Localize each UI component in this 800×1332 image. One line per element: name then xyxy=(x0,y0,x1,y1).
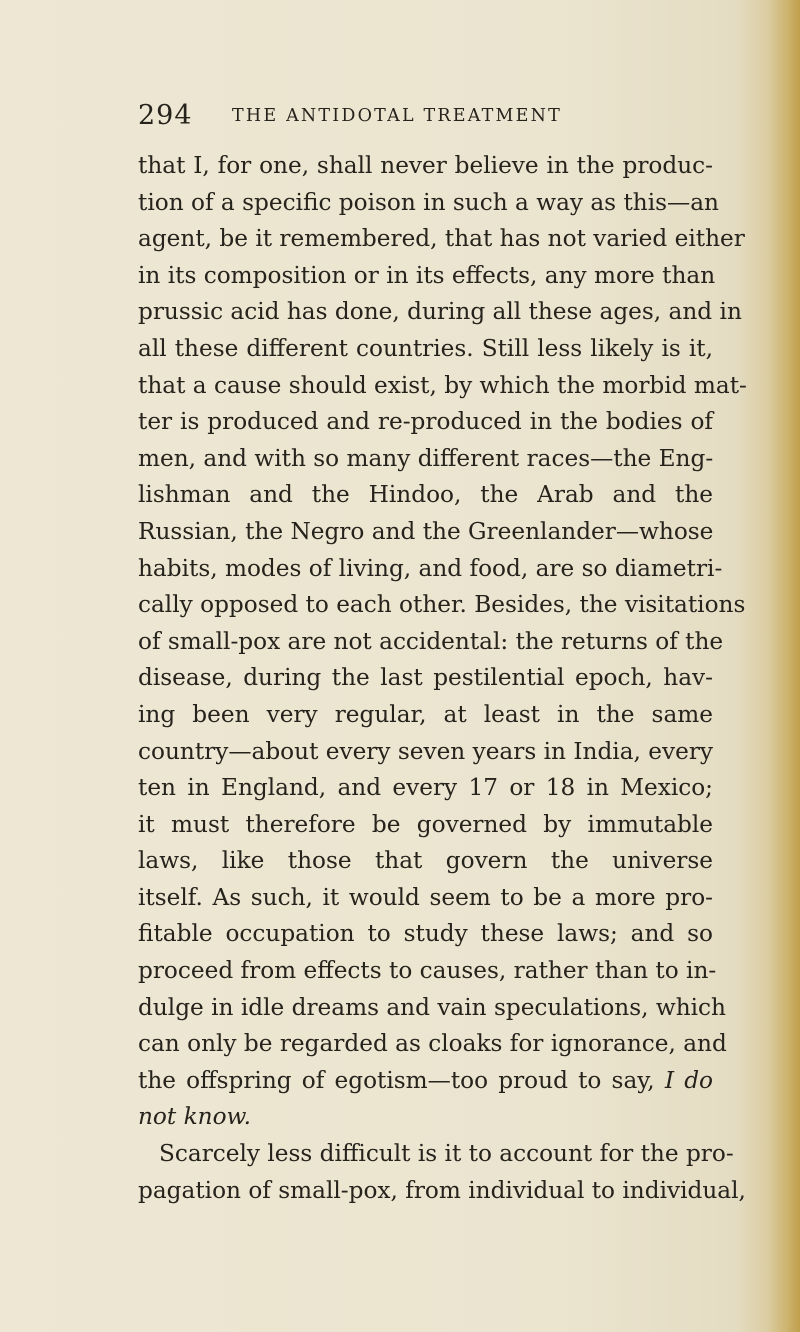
text-line: country—about every seven years in India, every xyxy=(138,737,713,765)
running-head-title: THE ANTIDOTAL TREATMENT xyxy=(232,106,562,126)
text-line: Russian, the Negro and the Greenlander—whose xyxy=(138,517,714,545)
text-line: of small-pox are not accidental: the returns of the xyxy=(138,627,724,655)
page-edge-shadow xyxy=(768,0,800,1332)
text-line: in its composition or in its effects, any more than xyxy=(138,261,716,289)
text-line: it must therefore be governed by immutable xyxy=(138,810,713,838)
italic-phrase: I do xyxy=(664,1066,713,1094)
text-line: itself. As such, it would seem to be a more pro- xyxy=(138,883,713,911)
running-header xyxy=(138,100,698,140)
text-line: disease, during the last pestilential epoch, hav- xyxy=(138,664,713,692)
text-line: agent, be it remembered, that has not varied either xyxy=(138,225,745,253)
text-line: lishman and the Hindoo, the Arab and the xyxy=(138,481,713,509)
text-line-start: the offspring of egotism—too proud to say, xyxy=(138,1066,655,1094)
text-line: fitable occupation to study these laws; and so xyxy=(138,920,713,948)
text-line: that a cause should exist, by which the morbid mat- xyxy=(138,371,747,399)
page-number: 294 xyxy=(138,100,193,131)
text-line: proceed from effects to causes, rather than to in- xyxy=(138,957,717,985)
text-line: that I, for one, shall never believe in the produc- xyxy=(138,152,713,179)
text-line-with-italic xyxy=(138,1063,713,1100)
italic-phrase: not know. xyxy=(138,1103,251,1131)
text-line: habits, modes of living, and food, are so diametri- xyxy=(138,554,723,582)
text-line: laws, like those that govern the universe xyxy=(138,847,713,875)
body-text xyxy=(138,148,747,1209)
italic-line xyxy=(138,1099,713,1136)
text-line: men, and with so many different races—the Eng- xyxy=(138,444,714,472)
text-line: ten in England, and every 17 or 18 in Mexico; xyxy=(138,774,713,802)
text-line: ing been very regular, at least in the same xyxy=(138,700,713,728)
text-line: tion of a specific poison in such a way as this—an xyxy=(138,188,719,216)
paragraph-start-line: Scarcely less difficult is it to account for the pro- xyxy=(159,1140,734,1168)
text-line: prussic acid has done, during all these ages, and in xyxy=(138,298,742,326)
text-line: dulge in idle dreams and vain speculations, which xyxy=(138,993,726,1021)
text-line: ter is produced and re-produced in the bodies of xyxy=(138,408,713,436)
text-line: cally opposed to each other. Besides, the visitations xyxy=(138,591,746,619)
text-line: can only be regarded as cloaks for ignorance, and xyxy=(138,1030,727,1058)
text-line: pagation of small-pox, from individual to individual, xyxy=(138,1176,746,1204)
text-line: all these different countries. Still less likely is it, xyxy=(138,334,713,362)
